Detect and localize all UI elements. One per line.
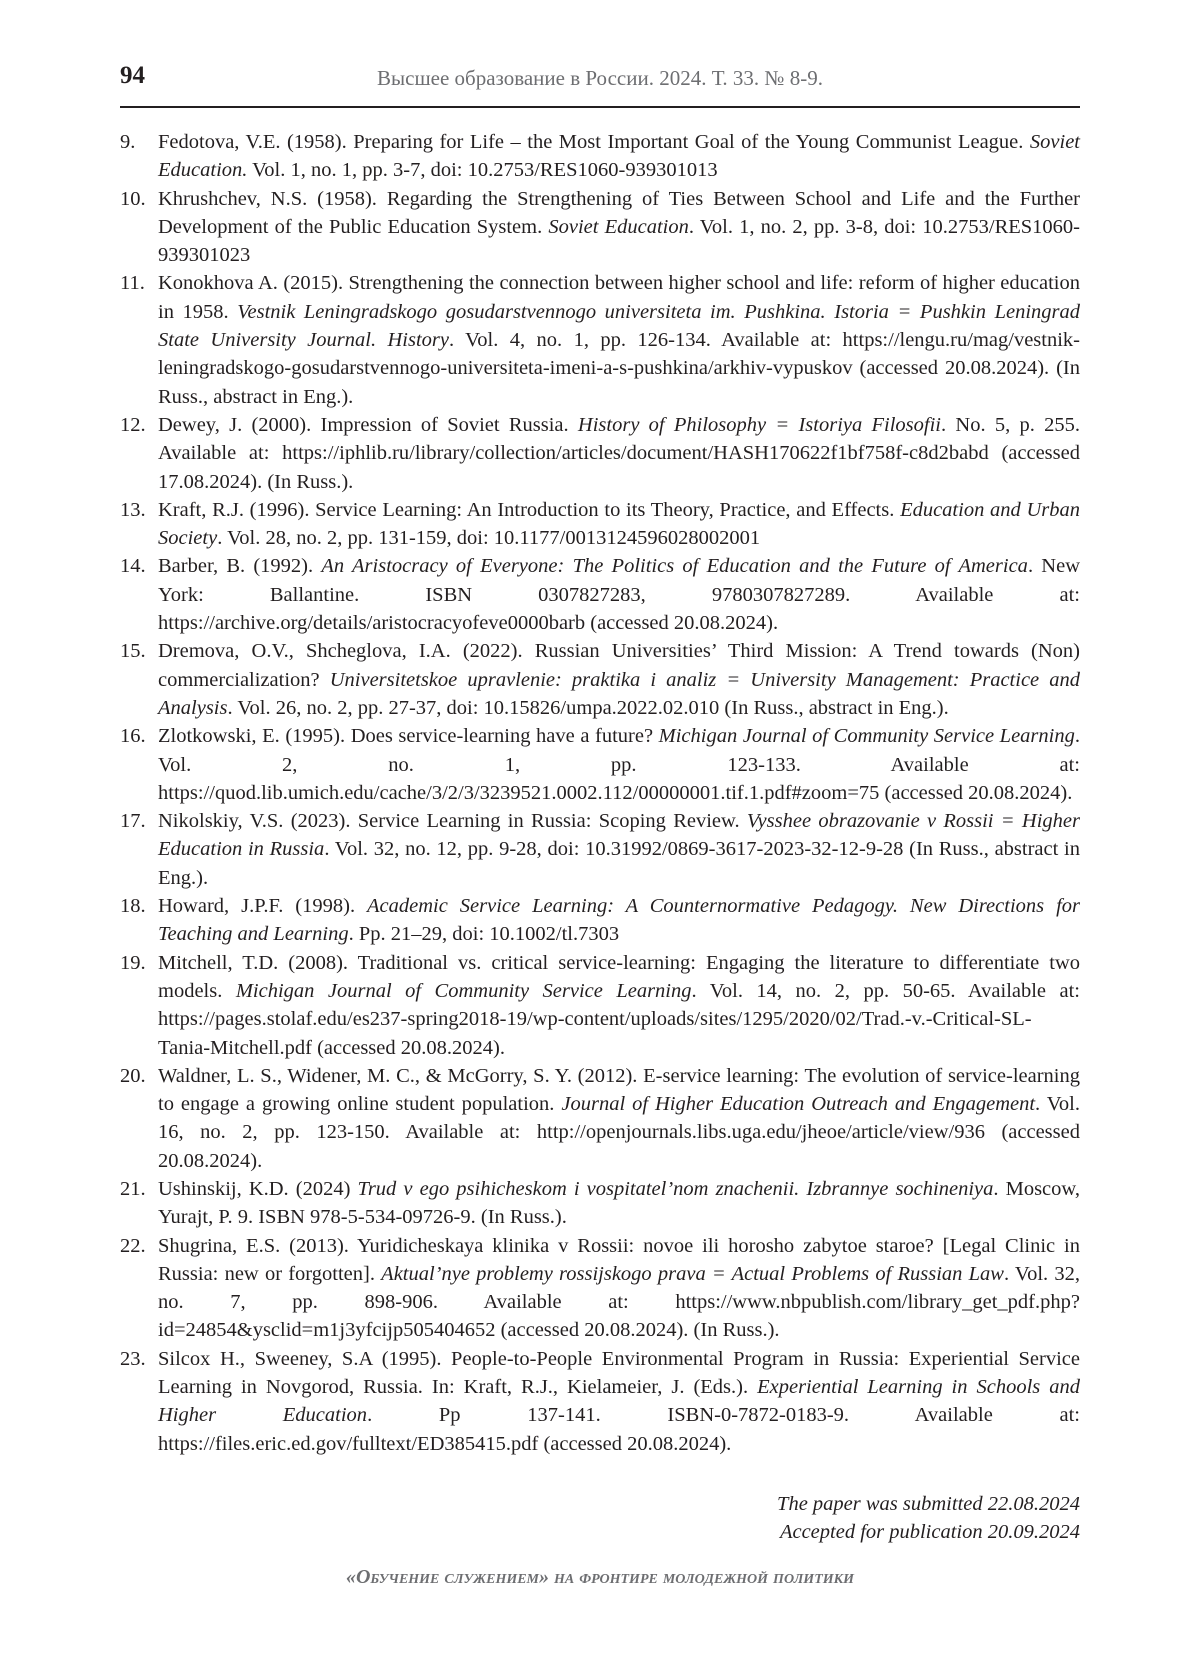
reference-text: . Moscow, Yurajt, P. 9. ISBN 978-5-534-09726-9. (In Russ.). [158, 1177, 1081, 1229]
reference-item [120, 722, 1080, 807]
reference-number: 15. [120, 640, 146, 663]
reference-text: . Vol. 2, no. 1, pp. 123-133. Available at: https://quod.lib.umich.edu/cache/3/2/3/3239521.0002.112/00000001.tif.1.pdf#zoom=75 (accessed 20.08.2024). [158, 725, 1080, 804]
reference-text: Waldner, L. S., Widener, M. C., & McGorry, S. Y. (2012). E-service learning: The evolution of service-learning to engage a growing online student population. [158, 1064, 1080, 1116]
reference-text: Mitchell, T.D. (2008). Traditional vs. critical service-learning: Engaging the literature to differentiate two models. [158, 951, 1080, 1002]
reference-source-title: Soviet Education. [158, 131, 1080, 182]
reference-text: Howard, J.P.F. (1998). [158, 895, 368, 918]
reference-item [120, 637, 1080, 722]
reference-source-title: Experiential Learning in Schools and Higher Education [158, 1376, 1080, 1427]
reference-text: Zlotkowski, E. (1995). Does service-learning have a future? [158, 725, 659, 748]
reference-source-title: Trud v ego psihicheskom i vospitatel’nom znachenii. Izbrannye sochineniya [357, 1177, 994, 1200]
reference-text: . Vol. 4, no. 1, pp. 126-134. Available at: https://lengu.ru/mag/vestnik-leningradskogo-gosudarstvennogo-universiteta-imeni-a-s-pushkina/arkhiv-vypuskov (accessed 20.08.2024). (In Russ., abstract in Eng.). [158, 329, 1080, 408]
reference-text: . Vol. 32, no. 12, pp. 9-28, doi: 10.31992/0869-3617-2023-32-12-9-28 (In Russ., abstract in Eng.). [158, 838, 1080, 889]
submitted-date: The paper was submitted 22.08.2024 [777, 1493, 1080, 1515]
reference-number: 13. [120, 498, 146, 521]
reference-source-title: Journal of Higher Education Outreach and Engagement [561, 1093, 1036, 1116]
reference-item [120, 949, 1080, 1062]
reference-item [120, 269, 1080, 410]
reference-text: Kraft, R.J. (1996). Service Learning: An Introduction to its Theory, Practice, and Effects. [158, 498, 901, 521]
reference-text: Silcox H., Sweeney, S.A (1995). People-to-People Environmental Program in Russia: Experiential Service Learning in Novgorod, Russia. In: Kraft, R.J., Kielameier, J. (Eds.). [158, 1347, 1080, 1399]
reference-source-title: Academic Service Learning: A Counternormative Pedagogy. New Directions for Teaching and Learning [158, 895, 1080, 946]
reference-item [120, 185, 1080, 270]
reference-number: 17. [120, 810, 146, 833]
reference-number: 23. [120, 1347, 146, 1370]
reference-item [120, 1062, 1080, 1175]
reference-text: Dewey, J. (2000). Impression of Soviet Russia. [158, 413, 578, 436]
journal-title: Высшее образование в России. 2024. Т. 33. № 8-9. [377, 66, 823, 90]
reference-text: . New York: Ballantine. ISBN 0307827283, 9780307827289. Available at: https://archive.org/details/aristocracyofeve0000barb (accessed 20.08.2024). [158, 555, 1081, 635]
reference-text: . Vol. 32, no. 7, pp. 898-906. Available at: https://www.nbpublish.com/library_get_pdf.php?id=24854&ysclid=m1j3yfcijp505404652 (accessed 20.08.2024). (In Russ.). [158, 1262, 1080, 1342]
reference-source-title: Education and Urban Society [158, 498, 1081, 550]
reference-number: 20. [120, 1064, 146, 1087]
reference-text: . Pp 137-141. ISBN-0-7872-0183-9. Available at: https://files.eric.ed.gov/fulltext/ED385415.pdf (accessed 20.08.2024). [158, 1404, 1081, 1455]
reference-item [120, 807, 1080, 892]
running-footer: «Обучение служением» на фронтире молодежной политики [345, 1566, 855, 1588]
reference-source-title: Michigan Journal of Community Service Learning [235, 979, 692, 1002]
accepted-date: Accepted for publication 20.09.2024 [779, 1521, 1080, 1543]
reference-text: Dremova, O.V., Shcheglova, I.A. (2022). Russian Universities’ Third Mission: A Trend towards (Non) commercialization? [158, 640, 1080, 691]
reference-text: . Vol. 16, no. 2, pp. 123-150. Available at: http://openjournals.libs.uga.edu/jheoe/article/view/936 (accessed 20.08.2024). [158, 1093, 1080, 1172]
reference-text: . Vol. 1, no. 2, pp. 3-8, doi: 10.2753/RES1060-939301023 [158, 215, 1080, 267]
reference-source-title: Universitetskoe upravlenie: praktika i analiz = University Management: Practice and Analysis [158, 668, 1080, 719]
reference-item [120, 892, 1080, 949]
reference-number: 21. [120, 1177, 146, 1200]
submission-dates [777, 1490, 1080, 1546]
reference-item [120, 1232, 1080, 1345]
reference-item [120, 128, 1080, 185]
reference-item [120, 552, 1080, 637]
reference-number: 12. [120, 413, 146, 436]
reference-number: 19. [120, 951, 146, 974]
reference-text: Fedotova, V.E. (1958). Preparing for Life – the Most Important Goal of the Young Communist League. [158, 131, 1030, 153]
reference-source-title: Aktual’nye problemy rossijskogo prava = Actual Problems of Russian Law [381, 1262, 1004, 1285]
reference-source-title: Soviet Education [548, 215, 689, 238]
reference-source-title: Vestnik Leningradskogo gosudarstvennogo universiteta im. Pushkina. Istoria = Pushkin Leningrad State University Journal. History [158, 300, 1080, 352]
page-header [120, 60, 1080, 108]
reference-number: 11. [120, 272, 145, 295]
reference-source-title: An Aristocracy of Everyone: The Politics of Education and the Future of America [321, 555, 1028, 578]
reference-text: Khrushchev, N.S. (1958). Regarding the Strengthening of Ties Between School and Life and the Further Development of the Public Education System. [158, 187, 1080, 238]
reference-text: Vol. 1, no. 1, pp. 3-7, doi: 10.2753/RES1060-939301013 [247, 159, 718, 182]
reference-source-title: History of Philosophy = Istoriya Filosofii [577, 413, 941, 436]
reference-item [120, 1345, 1080, 1458]
reference-number: 16. [120, 725, 146, 748]
page-number: 94 [120, 62, 145, 89]
reference-text: Konokhova A. (2015). Strengthening the connection between higher school and life: reform of higher education in 1958. [158, 272, 1080, 323]
reference-text: Nikolskiy, V.S. (2023). Service Learning in Russia: Scoping Review. [158, 810, 747, 833]
reference-text: Ushinskij, K.D. (2024) [158, 1177, 358, 1200]
reference-text: Shugrina, E.S. (2013). Yuridicheskaya klinika v Rossii: novoe ili horosho zabytoe staroe? [Legal Clinic in Russia: new or forgotten]. [158, 1234, 1080, 1285]
reference-number: 14. [120, 555, 146, 578]
reference-number: 22. [120, 1234, 146, 1257]
reference-number: 9. [120, 131, 136, 153]
reference-item [120, 411, 1080, 496]
reference-number: 18. [120, 895, 146, 918]
reference-list [120, 128, 1080, 1458]
reference-text: . Pp. 21–29, doi: 10.1002/tl.7303 [348, 923, 620, 946]
reference-item [120, 496, 1080, 553]
reference-item [120, 1175, 1080, 1232]
reference-text: Barber, B. (1992). [158, 555, 322, 578]
reference-source-title: Vysshee obrazovanie v Rossii = Higher Education in Russia [158, 810, 1080, 861]
reference-text: . Vol. 28, no. 2, pp. 131-159, doi: 10.1177/0013124596028002001 [217, 527, 761, 550]
reference-text: . Vol. 26, no. 2, pp. 27-37, doi: 10.15826/umpa.2022.02.010 (In Russ., abstract in Eng.). [227, 696, 949, 719]
reference-source-title: Michigan Journal of Community Service Learning [658, 725, 1075, 748]
reference-text: . No. 5, p. 255. Available at: https://iphlib.ru/library/collection/articles/document/HASH170622f1bf758f-c8d2babd (accessed 17.08.2024). (In Russ.). [158, 413, 1080, 493]
reference-text: . Vol. 14, no. 2, pp. 50-65. Available at: https://pages.stolaf.edu/es237-spring2018-19/wp-content/uploads/sites/1295/2020/02/Trad.-v.-Critical-SL-Tania-Mitchell.pdf (accessed 20.08.2024). [158, 979, 1080, 1059]
reference-number: 10. [120, 187, 146, 210]
